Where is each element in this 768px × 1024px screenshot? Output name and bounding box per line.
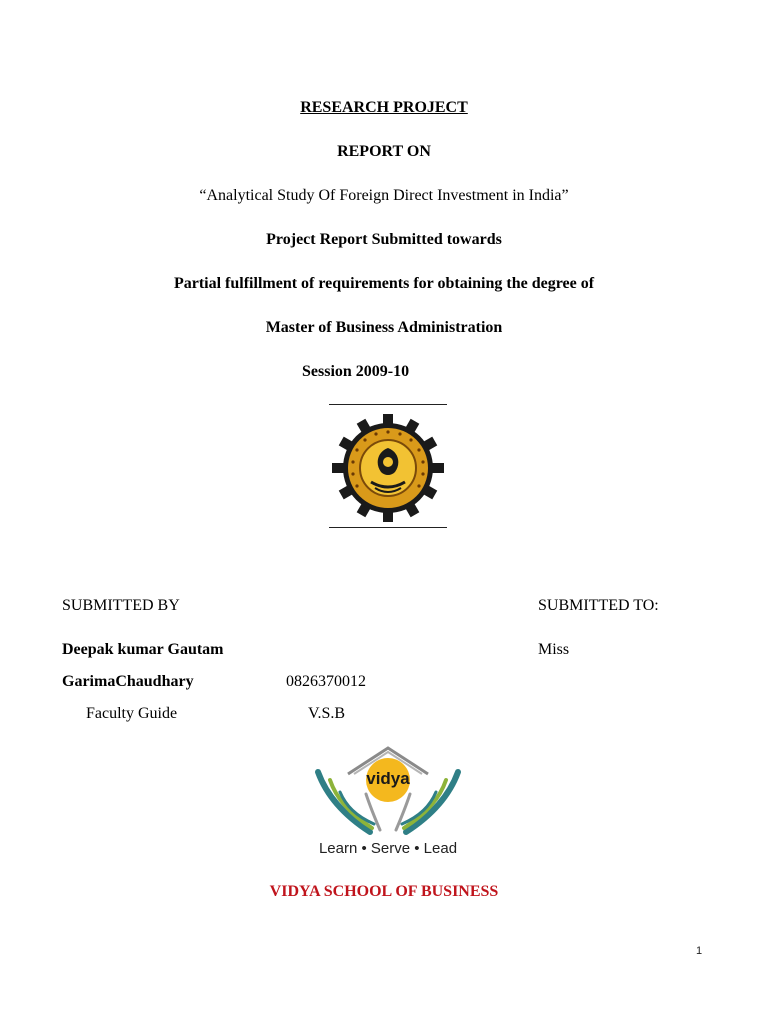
emblem-bottom-rule	[329, 527, 447, 528]
vidya-logo-icon	[308, 744, 468, 840]
logo-brand-text: vidya	[366, 769, 410, 788]
study-title: “Analytical Study Of Foreign Direct Investment in India”	[199, 187, 569, 204]
emblem-top-rule	[329, 404, 447, 405]
report-on-label: REPORT ON	[337, 143, 431, 160]
school-name: VIDYA SCHOOL OF BUSINESS	[269, 883, 499, 900]
submitted-towards-line: Project Report Submitted towards	[266, 231, 502, 248]
guide-name: GarimaChaudhary	[62, 673, 194, 690]
roll-number: 0826370012	[286, 673, 366, 690]
fulfillment-line: Partial fulfillment of requirements for obtaining the degree of	[173, 275, 595, 292]
submitted-by-label: SUBMITTED BY	[62, 597, 180, 614]
vidya-logo	[308, 744, 468, 862]
recipient-name: Miss	[538, 641, 570, 658]
university-emblem-icon	[329, 412, 447, 524]
session-line: Session 2009-10	[302, 363, 410, 380]
guide-institution: V.S.B	[308, 705, 346, 722]
student-name: Deepak kumar Gautam	[62, 641, 224, 658]
page-number: 1	[696, 945, 703, 957]
logo-tagline: Learn • Serve • Lead	[318, 840, 458, 857]
research-project-heading: RESEARCH PROJECT	[300, 99, 468, 116]
guide-role: Faculty Guide	[86, 705, 178, 722]
university-emblem	[329, 404, 447, 528]
submitted-to-label: SUBMITTED TO:	[538, 597, 659, 614]
degree-line: Master of Business Administration	[265, 319, 503, 336]
